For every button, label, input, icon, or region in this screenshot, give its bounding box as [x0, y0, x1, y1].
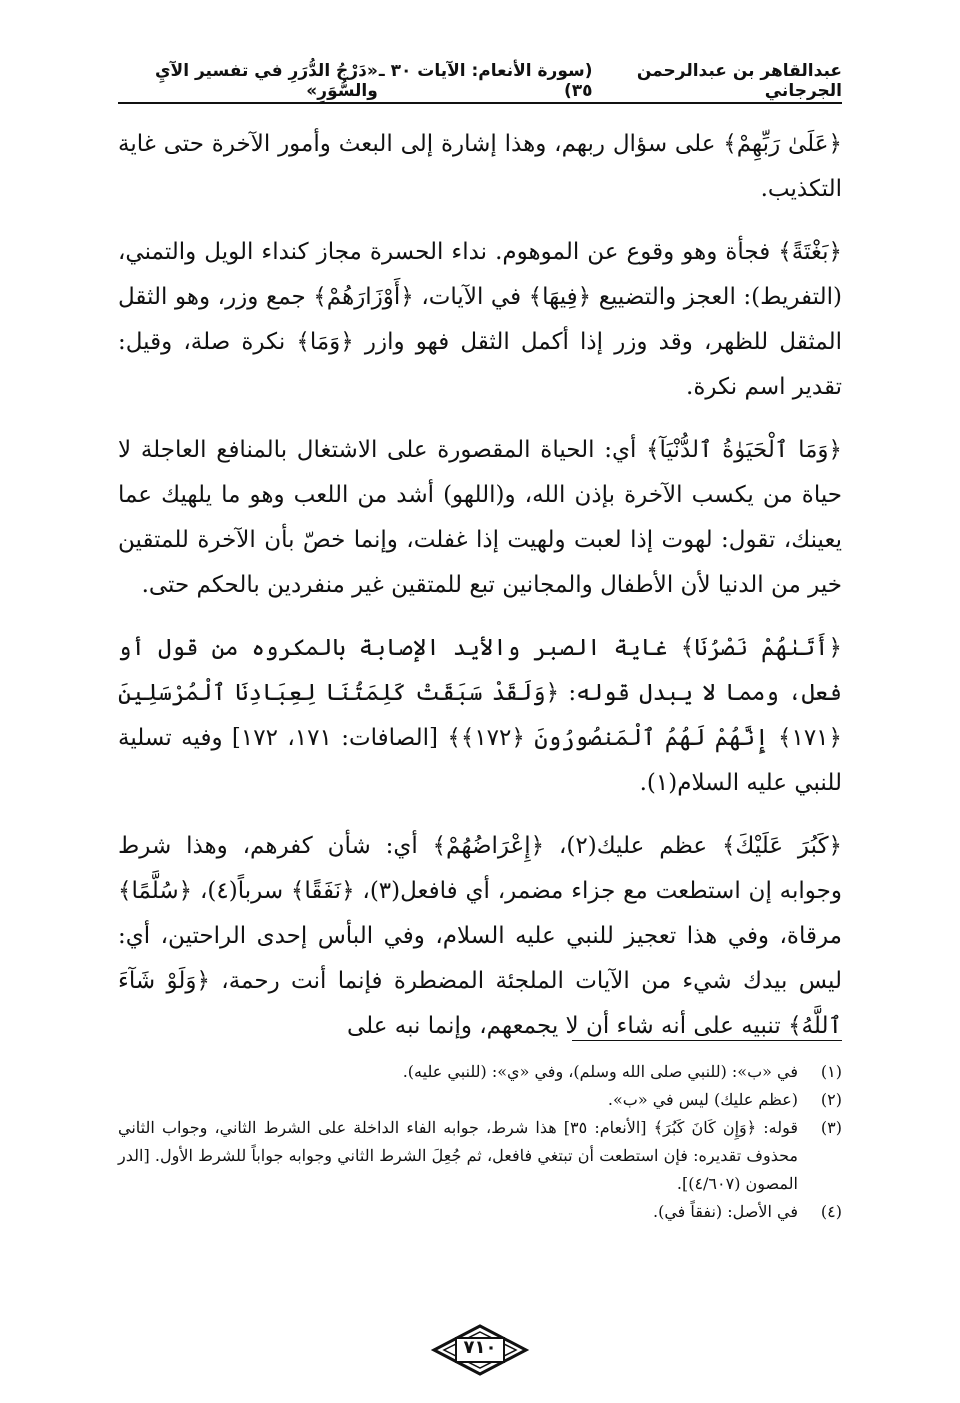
footnote-number: (٤) [820, 1202, 842, 1221]
footnote-number: (١) [820, 1062, 842, 1081]
footnote-text: في «ب»: (للنبي صلى الله وسلم)، وفي «ي»: (للنبي عليه). [402, 1062, 798, 1081]
footnote-text: (عظم عليك) ليس في «ب». [607, 1090, 798, 1109]
paragraph-2: ﴿بَغْتَةً﴾ فجأة وهو وقوع عن الموهوم. نداء الحسرة مجاز كنداء الويل والتمني، (التفريط): العجز والتضييع ﴿فِيهَا﴾ في الآيات، ﴿أَوْزَارَهُمْ﴾ جمع وزر، وهو الثقل المثقل للظهر، وقد وزر إذا أكمل الثقل فهو وازر ﴿وَمَا﴾ نكرة صلة، وقيل: تقدير اسم نكرة. [118, 239, 842, 400]
page-number-ornament [430, 1324, 530, 1376]
paragraph-5: ﴿كَبُرَ عَلَيْكَ﴾ عظم عليك(٢)، ﴿إِعْرَاضُهُمْ﴾ أي: شأن كفرهم، وهذا شرط وجوابه إن استطعت مع جزاء مضمر، أي فافعل(٣)، ﴿نَفَقًا﴾ سرباً(٤)، ﴿سُلَّمًا﴾ مرقاة، وفي هذا تعجيز للنبي عليه السلام، وفي البأس إحدى الراحتين، أي: ليس بيدك شيء من الآيات الملجئة المضطرة فإنما أنت رحمة، ﴿وَلَوْ شَآءَ ٱللَّهُ﴾ تنبيه على أنه شاء أن لا يجمعهم، وإنما نبه على [118, 833, 842, 1039]
footnote [118, 1058, 842, 1086]
header-surah: (سورة الأنعام: الآيات ٣٠ ـ ٣٥) [378, 61, 593, 101]
footnote [118, 1114, 842, 1198]
header-author: عبدالقاهر بن عبدالرحمن الجرجاني [636, 61, 842, 101]
footnote [118, 1086, 842, 1114]
footnote-rule [572, 1040, 842, 1041]
page-number: ٧١٠ [463, 1337, 497, 1358]
paragraph-4: ﴿أَتَىٰهُمْ نَصْرُنَا﴾ غاية الصبر والأيد الإصابة بالمكروه من قول أو فعل، ومما لا يبدل قوله: ﴿وَلَقَدْ سَبَقَتْ كَلِمَتُنَا لِعِبَادِنَا ٱلْمُرْسَلِينَ ﴿١٧١﴾ إِنَّهُمْ لَهُمُ ٱلْمَنصُورُونَ ﴿١٧٢﴾﴾ [الصافات: ١٧١، ١٧٢] وفيه تسلية للنبي عليه السلام(١). [118, 635, 843, 796]
footnote [118, 1198, 842, 1226]
footnote-text: في الأصل: (نفقاً في). [653, 1202, 798, 1221]
paragraph-1: ﴿عَلَىٰ رَبِّهِمْ﴾ على سؤال ربهم، وهذا إشارة إلى البعث وأمور الآخرة حتى غاية التكذيب. [118, 131, 842, 202]
main-text [118, 122, 842, 1067]
footnotes [118, 1058, 842, 1226]
header-rule [118, 102, 842, 104]
paragraph-3: ﴿وَمَا ٱلْحَيَوٰةُ ٱلدُّنْيَآ﴾ أي: الحياة المقصورة على الاشتغال بالمنافع العاجلة لا حياة من يكسب الآخرة بإذن الله، و(اللهو) أشد من اللعب وهو ما يلهيك عما يعينك، تقول: لهوت إذا لعبت ولهيت إذا غفلت، وإنما خصّ بأن الآخرة للمتقين خير من الدنيا لأن الأطفال والمجانين تبع للمتقين غير منفردين بالحكم حتى. [118, 437, 842, 598]
running-header [118, 61, 842, 101]
header-book-title: «دَرْجُ الدُّرَرِ في تفسير الآيِ والسُّوَرِ» [154, 61, 378, 101]
footnote-number: (٢) [820, 1090, 842, 1109]
footnote-number: (٣) [820, 1118, 842, 1137]
footnote-text: قوله: ﴿وَإِن كَانَ كَبُرَ﴾ [الأنعام: ٣٥] هذا شرط، جوابه الفاء الداخلة على الشرط الثاني، وجواب الثاني محذوف تقديره: فإن استطعت أن تبتغي فافعل، ثم جُعِلَ الشرط الثاني وجوابه جواباً للشرط الأول. [الدر المصون (٤/٦٠٧)]. [118, 1118, 799, 1193]
